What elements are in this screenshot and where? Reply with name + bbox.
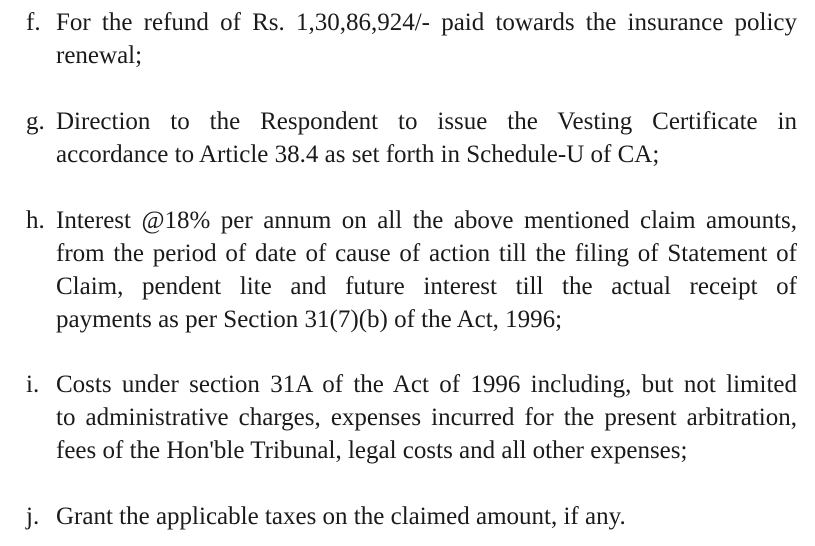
text-line: Interest @18% per annum on all the above mentioned claim amounts, bbox=[56, 207, 797, 234]
item-letter: f. bbox=[26, 9, 41, 36]
text-line: Direction to the Respondent to issue the Vesting Certificate in bbox=[56, 108, 797, 135]
text-line: from the period of date of cause of action till the filing of Statement of bbox=[56, 240, 797, 267]
text-line: For the refund of Rs. 1,30,86,924/- paid towards the insurance policy bbox=[56, 9, 797, 36]
item-text bbox=[56, 500, 797, 533]
text-line: renewal; bbox=[56, 42, 143, 69]
text-line: Costs under section 31A of the Act of 1996 including, but not limited bbox=[56, 371, 797, 398]
text-line: Claim, pendent lite and future interest till the actual receipt of bbox=[56, 273, 797, 300]
item-text bbox=[56, 204, 797, 336]
text-line: fees of the Hon'ble Tribunal, legal costs and all other expenses; bbox=[56, 437, 688, 464]
text-line: Grant the applicable taxes on the claimed amount, if any. bbox=[56, 503, 626, 530]
text-line: to administrative charges, expenses incurred for the present arbitration, bbox=[56, 404, 797, 431]
item-text bbox=[56, 6, 797, 72]
item-text bbox=[56, 105, 797, 171]
item-letter: g. bbox=[26, 108, 45, 135]
text-line: payments as per Section 31(7)(b) of the Act, 1996; bbox=[56, 306, 563, 333]
item-letter: i. bbox=[26, 371, 40, 398]
item-letter: h. bbox=[26, 207, 45, 234]
text-line: accordance to Article 38.4 as set forth in Schedule-U of CA; bbox=[56, 141, 660, 168]
item-letter: j. bbox=[26, 503, 40, 530]
item-text bbox=[56, 368, 797, 467]
